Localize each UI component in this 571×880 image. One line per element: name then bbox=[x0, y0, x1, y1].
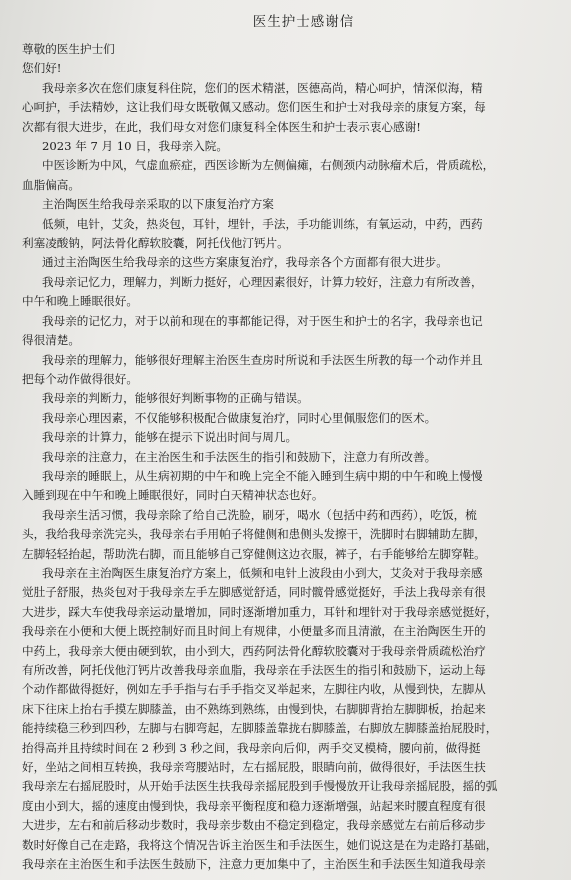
letter-line: 我母亲的判断力，能够很好判断事物的正确与错误。 bbox=[42, 391, 309, 406]
letter-line: 主治陶医生给我母亲采取的以下康复治疗方案 bbox=[42, 197, 274, 212]
letter-line: 我母亲在小便和大便上既控制好而且时间上有规律，小便量多而且清澈，在主治陶医生开的 bbox=[22, 624, 486, 639]
letter-line: 数时好像自己在走路，我将这个情况告诉主治医生和手法医生，她们说这是在为走路打基础， bbox=[22, 837, 498, 852]
letter-line: 我母亲生活习惯，我母亲除了给自己洗脸，刷牙，喝水（包括中药和西药），吃饭，梳 bbox=[42, 507, 477, 522]
letter-body bbox=[18, 79, 559, 875]
letter-line: 我母亲记忆力，理解力，判断力挺好，心理因素很好，计算力较好，注意力有所改善， bbox=[42, 274, 483, 289]
letter-line: 我母亲的理解力，能够很好理解主治医生查房时所说和手法医生所教的每一个动作并且 bbox=[42, 352, 483, 367]
salutation: 尊敬的医生护士们 bbox=[22, 42, 115, 56]
letter-line: 入睡到现在中午和晚上睡眠很好，同时白天精神状态也好。 bbox=[22, 488, 324, 503]
letter-line: 通过主治陶医生给我母亲的这些方案康复治疗，我母亲各个方面都有很大进步。 bbox=[42, 255, 448, 270]
letter-line: 我母亲的睡眠上，从生病初期的中午和晚上完全不能入睡到生病中期的中午和晚上慢慢 bbox=[42, 468, 483, 483]
letter-line: 床下往床上抬右手摸左脚膝盖，由不熟练到熟练，由慢到快，右脚脚背抬左脚脚板，抬起来 bbox=[22, 701, 486, 716]
letter-line: 中午和晚上睡眠很好。 bbox=[22, 294, 138, 309]
letter-line: 我母亲多次在您们康复科住院，您们的医术精湛，医德高尚，精心呵护，情深似海，精 bbox=[42, 80, 483, 95]
letter-line: 头，我给我母亲洗完头，我母亲右手用帕子将健侧和患侧头发擦干，洗脚时右脚辅助左脚， bbox=[22, 527, 486, 542]
letter-line: 低频，电针，艾灸，热炎包，耳针，埋针，手法，手功能训练，有氧运动，中药，西药 bbox=[42, 216, 483, 231]
letter-line: 我母亲的注意力，在主治医生和手法医生的指引和鼓励下，注意力有所改善。 bbox=[42, 449, 437, 464]
letter-line: 我母亲在主治医生和手法医生鼓励下，注意力更加集中了，主治医生和手法医生知道我母亲 bbox=[22, 857, 486, 872]
letter-line: 中医诊断为中风，气虚血瘀症，西医诊断为左侧偏瘫，右侧颈内动脉瘤术后，骨质疏松， bbox=[42, 158, 495, 173]
letter-line: 左脚轻轻抬起，帮助洗右脚，而且能够自己穿健侧这边衣服，裤子，右手能够给左脚穿鞋。 bbox=[22, 546, 486, 561]
letter-line: 能持续稳三秒到四秒，左脚与右脚弯起，左脚膝盖靠拢右脚膝盖，右脚放左脚膝盖抬屁股时， bbox=[22, 721, 498, 736]
letter-line: 好，坐站之间相互转换，我母亲弯腰站时，左右摇屁股，眼睛向前，做得很好，手法医生扶 bbox=[22, 760, 486, 775]
letter-line: 我母亲左右摇屁股时，从开始手法医生扶我母亲摇屁股到手慢慢放开让我母亲摇屁股，摇的弧 bbox=[22, 779, 498, 794]
letter-line: 次都有很大进步，在此，我们母女对您们康复科全体医生和护士表示衷心感谢! bbox=[22, 119, 421, 134]
letter-line: 血脂偏高。 bbox=[22, 177, 80, 192]
letter-line: 我母亲心理因素，不仅能够积极配合做康复治疗，同时心里佩服您们的医术。 bbox=[42, 410, 437, 425]
letter-line: 中药上，我母亲大便由硬到软，由小到大，西药阿法骨化醇软胶囊对于我母亲骨质疏松治疗 bbox=[22, 643, 486, 658]
letter-line: 心呵护，手法精妙，这让我们母女既敬佩又感动。您们医生和护士对我母亲的康复方案，每 bbox=[22, 100, 486, 115]
greeting: 您们好! bbox=[22, 61, 62, 76]
letter-title: 医生护士感谢信 bbox=[252, 14, 355, 30]
letter-line: 大进步，踩大车使我母亲运动量增加，同时逐渐增加重力，耳针和埋针对于我母亲感觉挺好， bbox=[22, 604, 498, 619]
letter-line: 度由小到大，摇的速度由慢到快，我母亲平衡程度和稳力逐渐增强，站起来时腰直程度有很 bbox=[22, 798, 486, 813]
letter-line: 个动作都做得挺好，例如左手手指与右手手指交叉举起来，左脚往内收，从慢到快，左脚从 bbox=[22, 682, 486, 697]
letter-line: 我母亲在主治陶医生康复治疗方案上，低频和电针上波段由小到大，艾灸对于我母亲感 bbox=[42, 565, 483, 580]
letter-line: 利塞凌酸钠，阿法骨化醇软胶囊，阿托伐他汀钙片。 bbox=[22, 236, 289, 251]
letter-line: 得很清楚。 bbox=[22, 333, 80, 348]
letter-line: 我母亲的记忆力，对于以前和现在的事都能记得，对于医生和护士的名字，我母亲也记 bbox=[42, 313, 483, 328]
letter-line: 觉肚子舒服，热炎包对于我母亲左手左脚感觉舒适，同时髋骨感觉挺好，手法上我母亲有很 bbox=[22, 585, 486, 600]
letter-line: 把每个动作做得很好。 bbox=[22, 371, 138, 386]
letter-line: 大进步，左右和前后移动步数时，我母亲步数由不稳定到稳定，我母亲感觉左右前后移动步 bbox=[22, 818, 486, 833]
letter-line: 有所改善，阿托伐他汀钙片改善我母亲血脂，我母亲在手法医生的指引和鼓励下，运动上每 bbox=[22, 663, 486, 677]
letter-line: 抬得高并且持续时间在 2 秒到 3 秒之间，我母亲向后仰，两手交叉模椅，腰向前，做得挺 bbox=[22, 740, 481, 755]
letter-line: 2023 年 7 月 10 日，我母亲入院。 bbox=[42, 139, 228, 154]
letter-line: 我母亲的计算力，能够在提示下说出时间与周几。 bbox=[42, 430, 298, 445]
